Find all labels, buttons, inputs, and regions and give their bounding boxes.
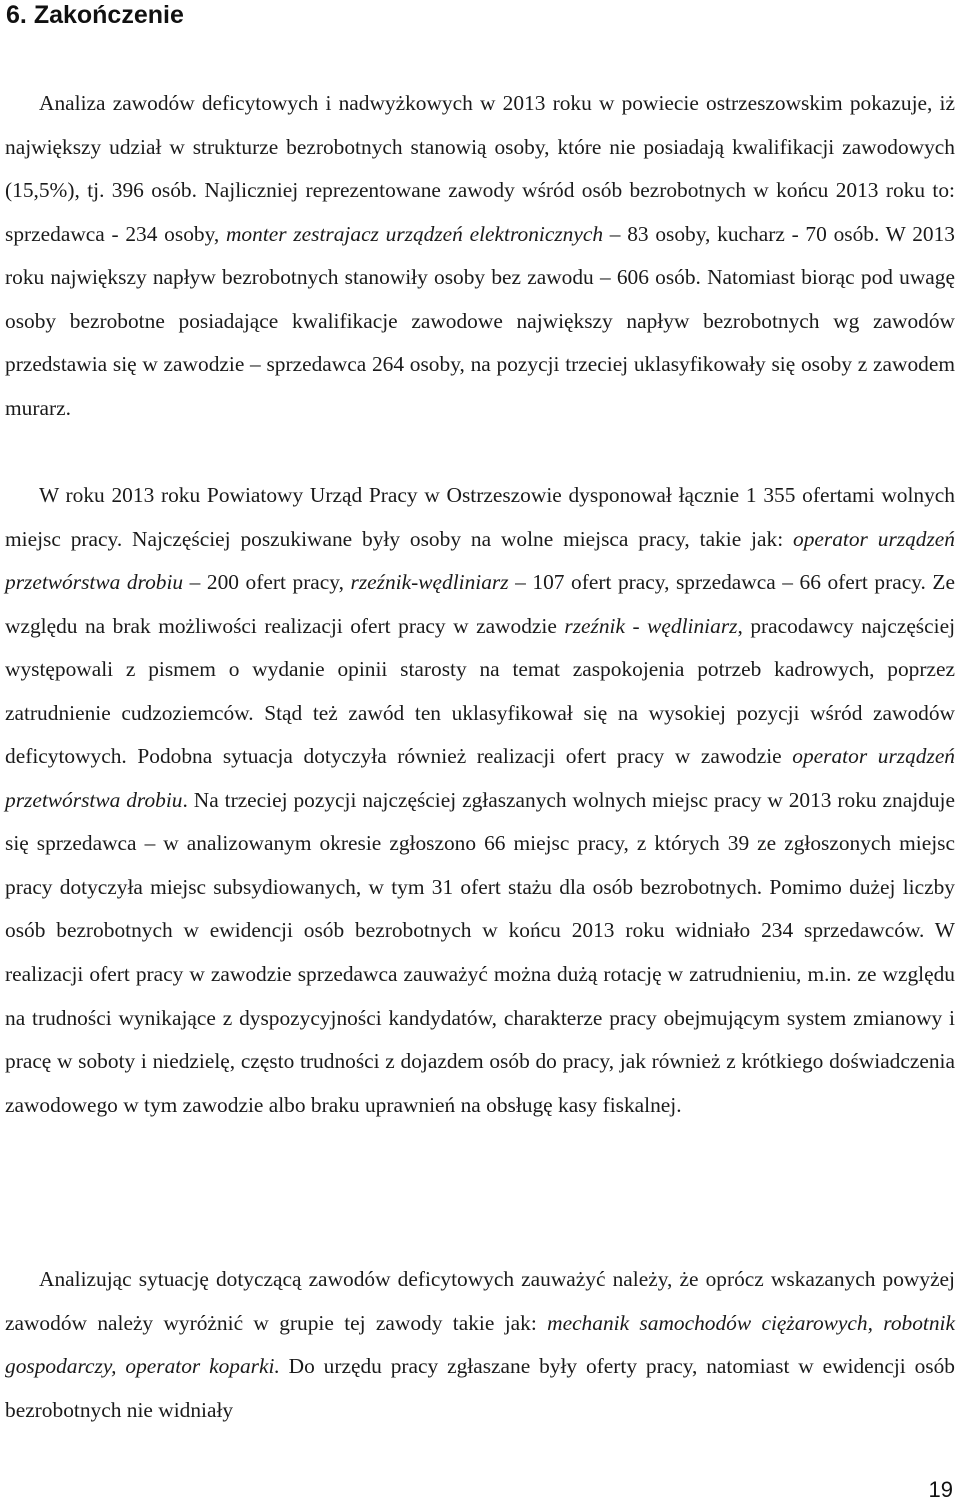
page-number: 19 bbox=[928, 1477, 953, 1502]
italic-occupation: rzeźnik-wędliniarz bbox=[350, 570, 509, 595]
text-run: . Na trzeciej pozycji najczęściej zgłaszanych wolnych miejsc pracy w 2013 roku znajduje się sprzedawca – w analizowanym okresie zgłoszono 66 miejsc pracy, z których 39 ze zgłoszonych miejsc pracy dotyczyła miejsc subsydiowanych, w tym 31 ofert stażu dla osób bezrobotnych. Pomimo dużej liczby osób bezrobotnych w ewidencji osób bezrobotnych w końcu 2013 roku widniało 234 sprzedawców. W realizacji ofert pracy w zawodzie sprzedawca zauważyć można dużą rotację w zatrudnieniu, m.in. ze względu na trudności wynikające z dyspozycyjności kandydatów, charakterze pracy obejmującym system zmianowy i pracę w soboty i niedzielę, często trudności z dojazdem osób do pracy, jak również z krótkiego doświadczenia zawodowego w tym zawodzie albo braku uprawnień na obsługę kasy fiskalnej. bbox=[5, 787, 955, 1117]
text-run: , pracodawcy najczęściej występowali z pismem o wydanie opinii starosty na temat zaspokojenia potrzeb kadrowych, poprzez zatrudnienie cudzoziemców. Stąd też zawód ten uklasyfikował się na wysokiej pozycji wśród zawodów deficytowych. Podobna sytuacja dotyczyła również realizacji ofert pracy w zawodzie bbox=[5, 613, 956, 769]
italic-occupation: mechanik samochodów ciężarowych, robotnik gospodarczy, operator koparki. bbox=[5, 1310, 955, 1379]
paragraph-2 bbox=[5, 474, 955, 1127]
italic-occupation: operator urządzeń przetwórstwa drobiu bbox=[5, 744, 956, 812]
text-run: – 107 ofert pracy, sprzedawca – 66 ofert pracy. Ze względu na brak możliwości realizacji ofert pracy w zawodzie bbox=[5, 570, 955, 638]
text-run: – 83 osoby, kucharz - 70 osób. W 2013 roku największy napływ bezrobotnych stanowiły osoby bez zawodu – 606 osób. Natomiast biorąc pod uwagę osoby bezrobotne posiadające kwalifikacje zawodowe największy napływ bezrobotnych wg zawodów przedstawia się w zawodzie – sprzedawca 264 osoby, na pozycji trzeciej uklasyfikowały się osoby z zawodem murarz. bbox=[5, 221, 955, 420]
paragraph-1 bbox=[5, 82, 955, 430]
text-run: Analizując sytuację dotyczącą zawodów deficytowych zauważyć należy, że oprócz wskazanych powyżej zawodów należy wyróżnić w grupie tej zawody takie jak: bbox=[5, 1267, 955, 1335]
text-run: W roku 2013 roku Powiatowy Urząd Pracy w Ostrzeszowie dysponował łącznie 1 355 ofertami wolnych miejsc pracy. Najczęściej poszukiwane były osoby na wolne miejsca pracy, takie jak: bbox=[5, 483, 955, 551]
italic-occupation: rzeźnik - wędliniarz bbox=[564, 613, 738, 638]
text-run: Analiza zawodów deficytowych i nadwyżkowych w 2013 roku w powiecie ostrzeszowskim pokazuje, iż największy udział w strukturze bezrobotnych stanowią osoby, które nie posiadają kwalifikacji zawodowych (15,5%), tj. 396 osób. Najliczniej reprezentowane zawody wśród osób bezrobotnych w końcu 2013 roku to: sprzedawca - 234 osoby, bbox=[5, 91, 955, 246]
italic-occupation: operator urządzeń przetwórstwa drobiu bbox=[5, 526, 956, 595]
section-heading bbox=[6, 0, 184, 30]
paragraph-3 bbox=[5, 1258, 955, 1432]
section-title: Zakończenie bbox=[33, 1, 184, 29]
text-run: – 200 ofert pracy, bbox=[183, 570, 351, 595]
section-number: 6. bbox=[6, 1, 27, 29]
text-run: Do urzędu pracy zgłaszane były oferty pracy, natomiast w ewidencji osób bezrobotnych nie widniały bbox=[5, 1354, 955, 1422]
italic-occupation: monter zestrajacz urządzeń elektronicznych bbox=[225, 221, 604, 246]
